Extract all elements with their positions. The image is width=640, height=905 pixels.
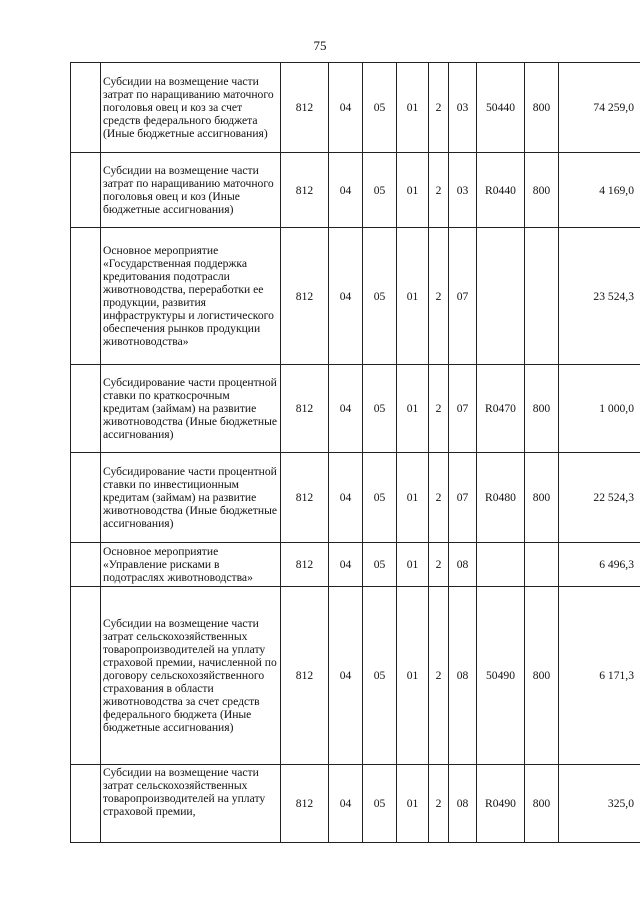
section-code: 04 (329, 365, 363, 453)
expense-type-code (525, 228, 559, 365)
amount: 74 259,0 (559, 63, 640, 153)
program-code: 01 (397, 228, 429, 365)
subsection-code: 05 (363, 587, 397, 765)
program-code: 01 (397, 365, 429, 453)
subsection-code: 05 (363, 63, 397, 153)
subprogram-code: 2 (429, 63, 449, 153)
blank-cell (71, 587, 101, 765)
budget-table (70, 62, 640, 843)
event-code: 03 (449, 153, 477, 228)
subsection-code: 05 (363, 153, 397, 228)
subprogram-code: 2 (429, 153, 449, 228)
event-code: 07 (449, 365, 477, 453)
amount: 22 524,3 (559, 453, 640, 543)
ministry-code: 812 (281, 63, 329, 153)
blank-cell (71, 453, 101, 543)
event-code: 08 (449, 587, 477, 765)
section-code: 04 (329, 228, 363, 365)
event-code: 07 (449, 453, 477, 543)
program-code: 01 (397, 453, 429, 543)
row-name: Основное мероприятие «Государственная поддержка кредитования подотрасли животноводства, переработки ее продукции, развития инфраструктуры и логистического обеспечения рынков продукции животноводства» (101, 228, 281, 365)
subsection-code: 05 (363, 228, 397, 365)
ministry-code: 812 (281, 153, 329, 228)
ministry-code: 812 (281, 228, 329, 365)
row-name: Субсидии на возмещение части затрат сельскохозяйственных товаропроизводителей на уплату страховой премии, начисленной по договору сельскохозяйственного страхования в области животноводства за счет средств федерального бюджета (Иные бюджетные ассигнования) (101, 587, 281, 765)
event-code: 08 (449, 543, 477, 587)
expense-type-code: 800 (525, 365, 559, 453)
direction-code: R0470 (477, 365, 525, 453)
table-row (71, 365, 640, 453)
subsection-code: 05 (363, 543, 397, 587)
ministry-code: 812 (281, 453, 329, 543)
table-row (71, 765, 640, 843)
blank-cell (71, 365, 101, 453)
subsection-code: 05 (363, 453, 397, 543)
table-row (71, 543, 640, 587)
amount: 6 171,3 (559, 587, 640, 765)
table-row (71, 153, 640, 228)
ministry-code: 812 (281, 587, 329, 765)
blank-cell (71, 228, 101, 365)
direction-code (477, 228, 525, 365)
subprogram-code: 2 (429, 765, 449, 843)
table-row (71, 587, 640, 765)
subprogram-code: 2 (429, 543, 449, 587)
expense-type-code: 800 (525, 153, 559, 228)
amount: 23 524,3 (559, 228, 640, 365)
blank-cell (71, 765, 101, 843)
blank-cell (71, 153, 101, 228)
blank-cell (71, 63, 101, 153)
subprogram-code: 2 (429, 453, 449, 543)
direction-code: 50440 (477, 63, 525, 153)
expense-type-code: 800 (525, 765, 559, 843)
section-code: 04 (329, 765, 363, 843)
row-name: Субсидии на возмещение части затрат сельскохозяйственных товаропроизводителей на уплату страховой премии, (101, 765, 281, 843)
program-code: 01 (397, 765, 429, 843)
expense-type-code: 800 (525, 63, 559, 153)
program-code: 01 (397, 153, 429, 228)
direction-code: R0490 (477, 765, 525, 843)
expense-type-code (525, 543, 559, 587)
direction-code: R0480 (477, 453, 525, 543)
row-name: Основное мероприятие «Управление рисками в подотраслях животноводства» (101, 543, 281, 587)
expense-type-code: 800 (525, 587, 559, 765)
program-code: 01 (397, 543, 429, 587)
direction-code: R0440 (477, 153, 525, 228)
expense-type-code: 800 (525, 453, 559, 543)
section-code: 04 (329, 153, 363, 228)
amount: 4 169,0 (559, 153, 640, 228)
amount: 325,0 (559, 765, 640, 843)
table-row (71, 453, 640, 543)
event-code: 03 (449, 63, 477, 153)
row-name: Субсидирование части процентной ставки по краткосрочным кредитам (займам) на развитие животноводства (Иные бюджетные ассигнования) (101, 365, 281, 453)
blank-cell (71, 543, 101, 587)
section-code: 04 (329, 543, 363, 587)
table-row (71, 63, 640, 153)
section-code: 04 (329, 63, 363, 153)
subprogram-code: 2 (429, 587, 449, 765)
program-code: 01 (397, 63, 429, 153)
event-code: 08 (449, 765, 477, 843)
amount: 6 496,3 (559, 543, 640, 587)
row-name: Субсидии на возмещение части затрат по наращиванию маточного поголовья овец и коз (Иные бюджетные ассигнования) (101, 153, 281, 228)
subprogram-code: 2 (429, 228, 449, 365)
ministry-code: 812 (281, 365, 329, 453)
direction-code (477, 543, 525, 587)
event-code: 07 (449, 228, 477, 365)
row-name: Субсидии на возмещение части затрат по наращиванию маточного поголовья овец и коз за счет средств федерального бюджета (Иные бюджетные ассигнования) (101, 63, 281, 153)
amount: 1 000,0 (559, 365, 640, 453)
subsection-code: 05 (363, 765, 397, 843)
section-code: 04 (329, 453, 363, 543)
direction-code: 50490 (477, 587, 525, 765)
section-code: 04 (329, 587, 363, 765)
page-number: 75 (313, 38, 327, 53)
row-name: Субсидирование части процентной ставки по инвестиционным кредитам (займам) на развитие животноводства (Иные бюджетные ассигнования) (101, 453, 281, 543)
subprogram-code: 2 (429, 365, 449, 453)
table-row (71, 228, 640, 365)
ministry-code: 812 (281, 765, 329, 843)
ministry-code: 812 (281, 543, 329, 587)
subsection-code: 05 (363, 365, 397, 453)
program-code: 01 (397, 587, 429, 765)
